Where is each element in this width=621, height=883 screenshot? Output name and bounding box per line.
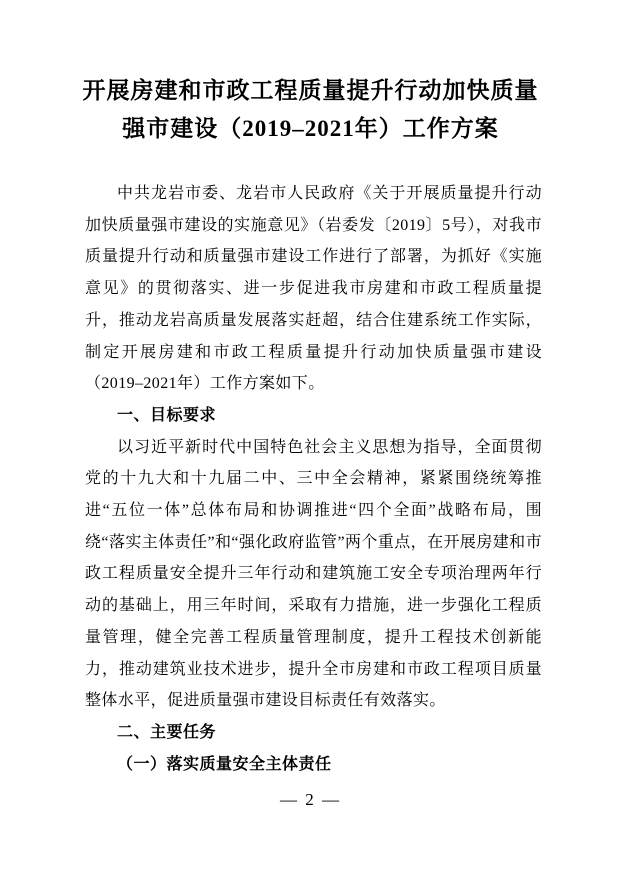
document-body xyxy=(85,178,542,780)
page-number: — 2 — xyxy=(280,790,341,809)
section-1-paragraph: 以习近平新时代中国特色社会主义思想为指导，全面贯彻党的十九大和十九届二中、三中全会精神，紧紧围绕统筹推进“五位一体”总体布局和协调推进“四个全面”战略布局，围绕“落实主体责任”和“强化政府监管”两个重点，在开展房建和市政工程质量安全提升三年行动和建筑施工安全专项治理两年行动的基础上，用三年时间，采取有力措施，进一步强化工程质量管理，健全完善工程质量管理制度，提升工程技术创新能力，推动建筑业技术进步，提升全市房建和市政工程项目质量整体水平，促进质量强市建设目标责任有效落实。 xyxy=(85,438,542,710)
document-title-line-2: 强市建设（2019–2021年）工作方案 xyxy=(122,116,499,141)
section-2-heading: 二、主要任务 xyxy=(117,723,217,741)
document-title xyxy=(0,72,621,148)
section-1-heading: 一、目标要求 xyxy=(117,406,217,424)
intro-paragraph: 中共龙岩市委、龙岩市人民政府《关于开展质量提升行动加快质量强市建设的实施意见》（岩委发〔2019〕5号），对我市质量提升行动和质量强市建设工作进行了部署，为抓好《实施意见》的贯彻落实、进一步促进我市房建和市政工程质量提升，推动龙岩高质量发展落实赶超，结合住建系统工作实际，制定开展房建和市政工程质量提升行动加快质量强市建设（2019–2021年）工作方案如下。 xyxy=(85,185,542,393)
document-title-line-1: 开展房建和市政工程质量提升行动加快质量 xyxy=(82,78,539,103)
section-2-subsection-1-heading: （一）落实质量安全主体责任 xyxy=(117,755,332,773)
